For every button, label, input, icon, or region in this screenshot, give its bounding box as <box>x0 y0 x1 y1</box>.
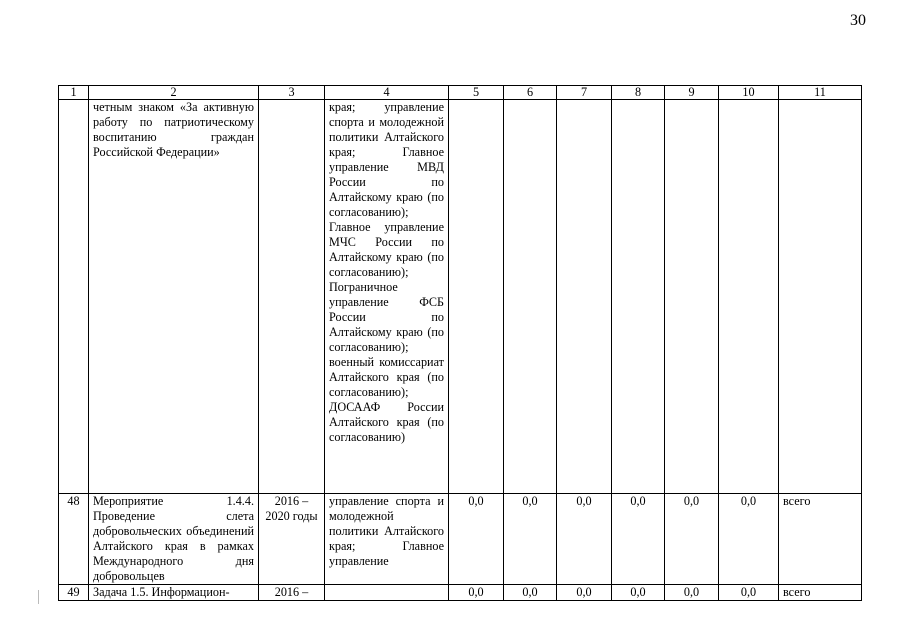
row-value: 0,0 <box>665 494 719 585</box>
page-number: 30 <box>850 12 866 29</box>
row-description: Мероприятие 1.4.4. Проведение слета добровольческих объединений Алтайского края в рамках Международного дня добровольцев <box>89 494 259 585</box>
program-table <box>58 85 862 601</box>
row-total: всего <box>779 585 862 601</box>
row-number: 49 <box>59 585 89 601</box>
row-description: Задача 1.5. Информацион- <box>89 585 259 601</box>
row-period: 2016 – <box>259 585 325 601</box>
col-header-3: 3 <box>259 86 325 100</box>
margin-mark <box>38 590 40 604</box>
col-header-5: 5 <box>449 86 504 100</box>
col-header-11: 11 <box>779 86 862 100</box>
row-value: 0,0 <box>612 585 665 601</box>
row-agencies: управление спорта и молодежной политики Алтайского края; Главное управление <box>325 494 449 585</box>
table-row-continuation <box>59 100 862 494</box>
col-header-9: 9 <box>665 86 719 100</box>
row-value: 0,0 <box>557 585 612 601</box>
row-value: 0,0 <box>719 494 779 585</box>
col-header-4: 4 <box>325 86 449 100</box>
col-header-1: 1 <box>59 86 89 100</box>
row-agencies: края; управление спорта и молодежной политики Алтайского края; Главное управление МВД России по Алтайскому краю (по согласованию); Главное управление МЧС России по Алтайскому краю (по согласованию); Пограничное управление ФСБ России по Алтайскому краю (по согласованию); военный комиссариат Алтайского края (по согласованию); ДОСААФ России Алтайского края (по согласованию) <box>325 100 449 494</box>
row-agencies <box>325 585 449 601</box>
col-header-10: 10 <box>719 86 779 100</box>
row-total: всего <box>779 494 862 585</box>
row-value <box>449 100 504 494</box>
row-period: 2016 – 2020 годы <box>259 494 325 585</box>
table-row-49 <box>59 585 862 601</box>
col-header-8: 8 <box>612 86 665 100</box>
row-value: 0,0 <box>557 494 612 585</box>
row-value <box>557 100 612 494</box>
row-value: 0,0 <box>504 585 557 601</box>
row-number <box>59 100 89 494</box>
row-value <box>504 100 557 494</box>
row-value: 0,0 <box>612 494 665 585</box>
row-total <box>779 100 862 494</box>
row-value: 0,0 <box>504 494 557 585</box>
row-value <box>612 100 665 494</box>
row-description: четным знаком «За активную работу по патриотическому воспитанию граждан Российской Федерации» <box>89 100 259 494</box>
row-value <box>665 100 719 494</box>
row-value: 0,0 <box>719 585 779 601</box>
row-number: 48 <box>59 494 89 585</box>
col-header-6: 6 <box>504 86 557 100</box>
column-header-row <box>59 86 862 100</box>
row-value: 0,0 <box>449 494 504 585</box>
row-value: 0,0 <box>665 585 719 601</box>
col-header-2: 2 <box>89 86 259 100</box>
row-value <box>719 100 779 494</box>
row-period <box>259 100 325 494</box>
row-value: 0,0 <box>449 585 504 601</box>
table-row-48 <box>59 494 862 585</box>
col-header-7: 7 <box>557 86 612 100</box>
